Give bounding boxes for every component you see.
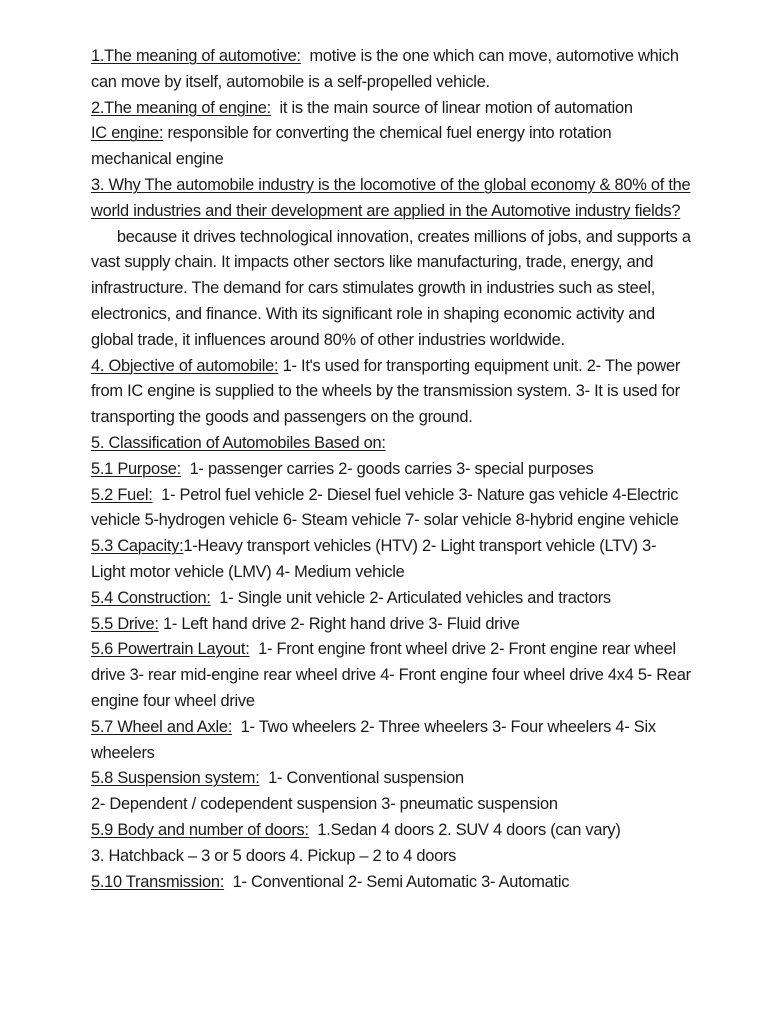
heading-objective: 4. Objective of automobile: <box>91 356 279 375</box>
heading-locomotive-question: 3. Why The automobile industry is the locomotive of the global economy & 80% of the world industries and their development are applied in the Automotive industry fields? <box>91 175 691 220</box>
section-powertrain <box>91 637 691 714</box>
section-wheel-axle <box>91 715 691 767</box>
section-body-doors <box>91 818 691 844</box>
heading-automotive-meaning: 1.The meaning of automotive: <box>91 47 301 65</box>
section-drive <box>91 612 691 638</box>
heading-fuel: 5.2 Fuel: <box>91 485 153 504</box>
text-drive: 1- Left hand drive 2- Right hand drive 3- Fluid drive <box>162 614 520 633</box>
text-body-doors-continued: 3. Hatchback – 3 or 5 doors 4. Pickup – 2 to 4 doors <box>91 846 457 865</box>
text-construction: 1- Single unit vehicle 2- Articulated vehicles and tractors <box>219 588 611 607</box>
section-construction <box>91 586 691 612</box>
heading-construction: 5.4 Construction: <box>91 588 211 607</box>
text-engine-meaning: it is the main source of linear motion of automation <box>279 98 633 117</box>
heading-capacity: 5.3 Capacity: <box>91 537 184 556</box>
section-purpose <box>91 457 691 483</box>
text-wheel-axle: 1- Two wheelers 2- Three wheelers 3- Four wheelers 4- Six wheelers <box>91 717 656 762</box>
heading-ic-engine: IC engine: <box>91 124 164 143</box>
section-ic-engine <box>91 121 691 173</box>
text-capacity: 1-Heavy transport vehicles (HTV) 2- Light transport vehicle (LTV) 3- Light motor vehicle (LMV) 4- Medium vehicle <box>91 537 657 581</box>
section-capacity <box>91 534 691 586</box>
heading-transmission: 5.10 Transmission: <box>91 872 225 891</box>
section-classification <box>91 431 691 457</box>
document-page <box>91 44 691 895</box>
text-suspension: 1- Conventional suspension <box>268 769 464 788</box>
text-body-doors: 1.Sedan 4 doors 2. SUV 4 doors (can vary) <box>317 820 621 839</box>
text-locomotive-answer: because it drives technological innovation, creates millions of jobs, and supports a vast supply chain. It impacts other sectors like manufacturing, trade, energy, and infrastructure. The demand for cars stimulates growth in industries such as steel, electronics, and finance. With its significant role in shaping economic activity and global trade, it influences around 80% of other industries worldwide. <box>91 227 691 349</box>
text-suspension-continued: 2- Dependent / codependent suspension 3- pneumatic suspension <box>91 795 558 814</box>
heading-wheel-axle: 5.7 Wheel and Axle: <box>91 717 233 736</box>
section-fuel <box>91 483 691 535</box>
section-suspension-continued <box>91 792 691 818</box>
heading-powertrain: 5.6 Powertrain Layout: <box>91 640 250 659</box>
section-automotive-meaning <box>91 44 691 96</box>
heading-body-doors: 5.9 Body and number of doors: <box>91 820 309 839</box>
section-objective <box>91 354 691 431</box>
text-objective: 1- It's used for transporting equipment unit. 2- The power from IC engine is supplied to the wheels by the transmission system. 3- It is used for transporting the goods and passengers on the ground. <box>91 356 681 427</box>
text-fuel: 1- Petrol fuel vehicle 2- Diesel fuel vehicle 3- Nature gas vehicle 4-Electric vehicle 5-hydrogen vehicle 6- Steam vehicle 7- solar vehicle 8-hybrid engine vehicle <box>91 485 679 530</box>
text-purpose: 1- passenger carries 2- goods carries 3- special purposes <box>189 459 594 478</box>
heading-suspension: 5.8 Suspension system: <box>91 769 260 788</box>
heading-engine-meaning: 2.The meaning of engine: <box>91 98 271 117</box>
text-automotive-meaning: motive is the one which can move, automotive which can move by itself, automobile is a self-propelled vehicle. <box>91 47 679 91</box>
text-powertrain: 1- Front engine front wheel drive 2- Front engine rear wheel drive 3- rear mid-engine rear wheel drive 4- Front engine four wheel drive 4x4 5- Rear engine four wheel drive <box>91 640 691 710</box>
heading-classification: 5. Classification of Automobiles Based on: <box>91 433 386 452</box>
text-ic-engine: responsible for converting the chemical fuel energy into rotation mechanical engine <box>91 124 612 169</box>
text-transmission: 1- Conventional 2- Semi Automatic 3- Automatic <box>232 872 570 891</box>
section-locomotive-question <box>91 173 691 354</box>
section-suspension <box>91 766 691 792</box>
section-transmission <box>91 870 691 896</box>
section-body-doors-continued <box>91 844 691 870</box>
section-engine-meaning <box>91 96 691 122</box>
heading-purpose: 5.1 Purpose: <box>91 459 181 478</box>
heading-drive: 5.5 Drive: <box>91 614 159 633</box>
